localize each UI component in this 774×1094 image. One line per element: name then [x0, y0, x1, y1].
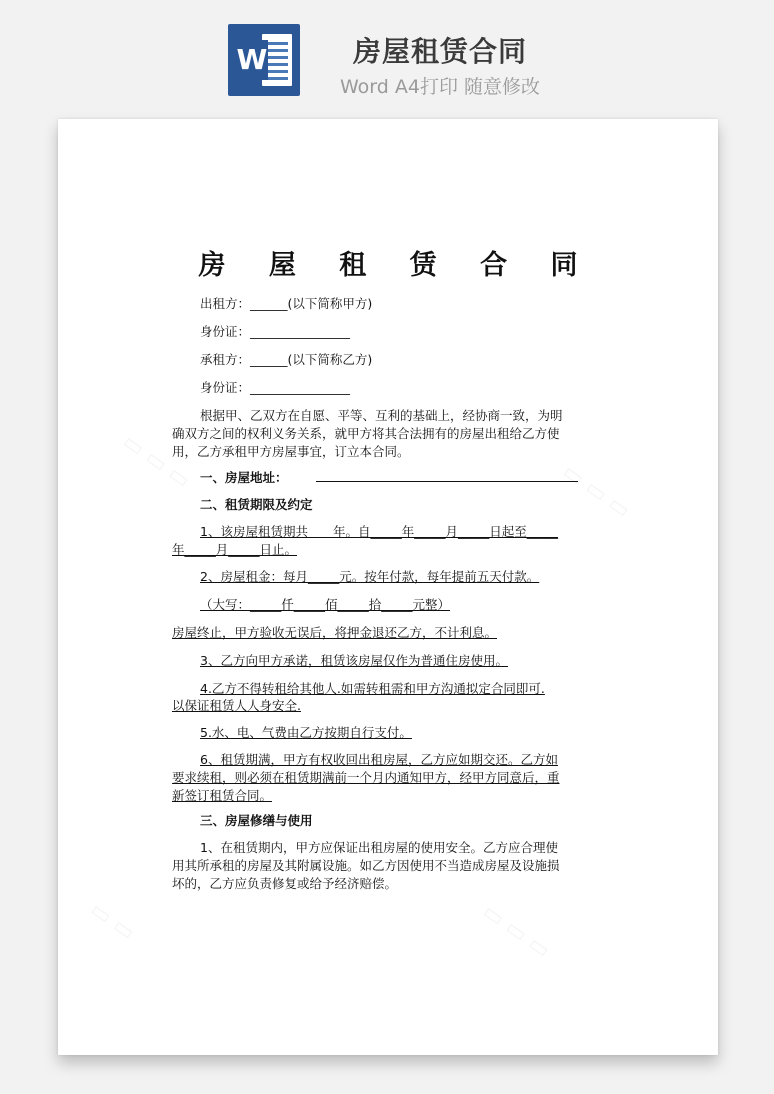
document-page [58, 119, 718, 1055]
clause-2-4-line-2: 以保证租赁人人身安全. [172, 698, 301, 713]
clause-2-6-line-3: 新签订租赁合同。 [172, 788, 273, 803]
address-blank-line [316, 481, 578, 482]
section-2-heading: 二、租赁期限及约定 [200, 497, 313, 512]
word-icon-letter: W [236, 40, 268, 80]
watermark [558, 459, 635, 523]
word-document-icon [228, 24, 300, 96]
clause-2-5: 5.水、电、气费由乙方按期自行支付。 [200, 725, 412, 740]
lessor-id-line: 身份证：________________ [200, 324, 351, 339]
lessee-id-line: 身份证：________________ [200, 380, 351, 395]
header-title: 房屋租赁合同 [352, 35, 527, 68]
lessee-line: 承租方：______(以下简称乙方) [200, 352, 373, 367]
document-title: 房 屋 租 赁 合 同 [198, 250, 595, 281]
clause-2-6-line-1: 6、租赁期满，甲方有权收回出租房屋，乙方应如期交还。乙方如 [200, 752, 558, 767]
clause-2-6-line-2: 要求续租，则必须在租赁期满前一个月内通知甲方，经甲方同意后，重 [172, 770, 560, 785]
clause-2-2-deposit: 房屋终止，甲方验收无误后，将押金退还乙方，不计利息。 [172, 625, 498, 640]
clause-3-1-line-1: 1、在租赁期内，甲方应保证出租房屋的使用安全。乙方应合理使 [200, 840, 558, 855]
header-subtitle: Word A4打印 随意修改 [339, 76, 540, 98]
intro-line-2: 确双方之间的权利义务关系，就甲方将其合法拥有的房屋出租给乙方使 [172, 426, 560, 441]
preview-header [0, 0, 774, 110]
watermark [478, 899, 555, 963]
watermark [85, 897, 139, 945]
clause-2-1-line-1: 1、该房屋租赁期共 年。自_____年_____月_____日起至_____ [200, 524, 558, 539]
clause-2-1-line-2: 年_____月_____日止。 [172, 542, 298, 557]
clause-2-2: 2、房屋租金：每月_____元。按年付款，每年提前五天付款。 [200, 569, 540, 584]
section-3-heading: 三、房屋修缮与使用 [200, 813, 313, 828]
section-1-heading: 一、房屋地址： [200, 470, 288, 485]
lessor-line: 出租方：______(以下简称甲方) [200, 296, 373, 311]
intro-line-1: 根据甲、乙双方在自愿、平等、互利的基础上，经协商一致，为明 [200, 408, 563, 423]
clause-2-3: 3、乙方向甲方承诺，租赁该房屋仅作为普通住房使用。 [200, 653, 508, 668]
clause-3-1-line-2: 用其所承租的房屋及其附属设施。如乙方因使用不当造成房屋及设施损 [172, 858, 560, 873]
clause-2-2-amount: （大写：_____仟_____佰_____拾_____元整） [200, 597, 451, 612]
clause-2-4-line-1: 4.乙方不得转租给其他人.如需转租需和甲方沟通拟定合同即可. [200, 681, 545, 696]
intro-line-3: 用，乙方承租甲方房屋事宜，订立本合同。 [172, 444, 410, 459]
clause-3-1-line-3: 坏的，乙方应负责修复或给予经济赔偿。 [172, 876, 398, 891]
